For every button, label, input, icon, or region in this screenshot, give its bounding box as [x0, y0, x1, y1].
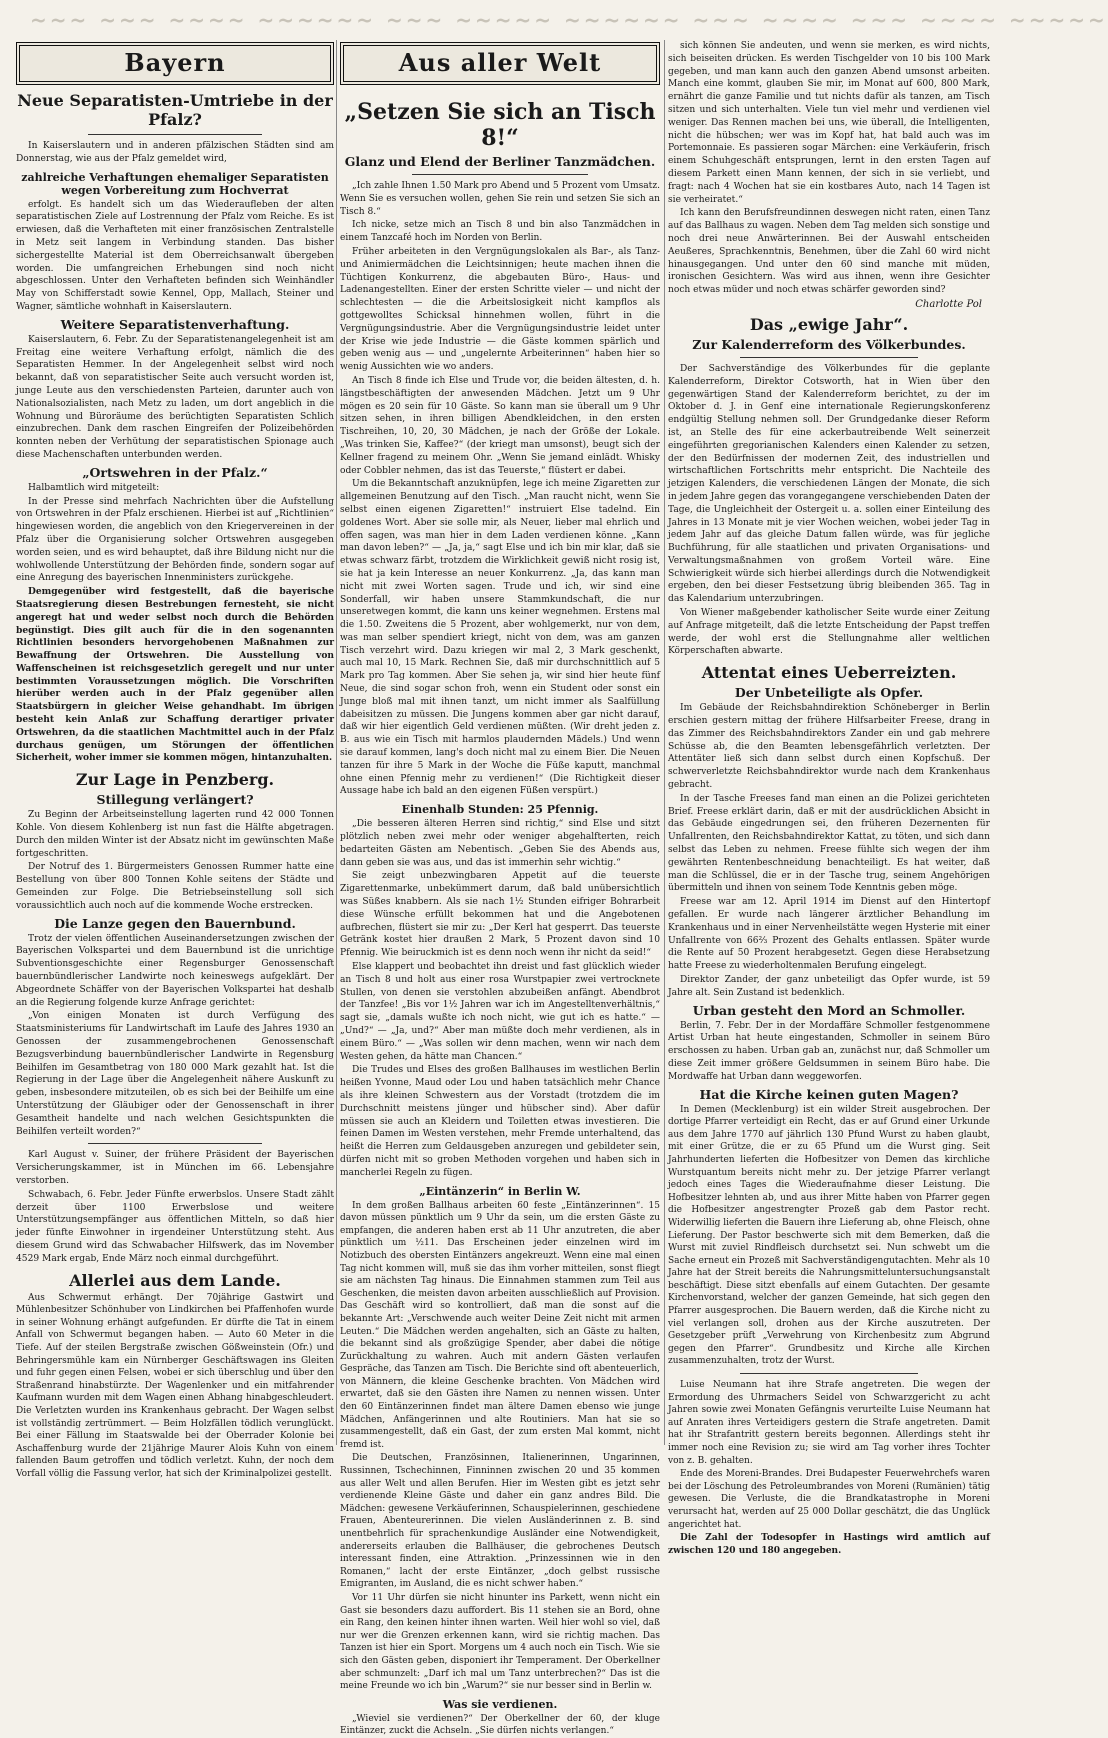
- divider: [88, 134, 263, 135]
- article-headline: Urban gesteht den Mord an Schmoller.: [692, 1002, 966, 1018]
- article-headline: Zur Lage in Penzberg.: [75, 770, 275, 790]
- paragraph: In der Presse sind mehrfach Nachrichten über die Aufstellung von Ortswehren in der Pfalz erschienen. Hierbei ist auf „Richtlinien“ hingewiesen worden, die angeblich von den Kriegervereinen in der Pfalz über die Organisierung solcher Ortswehren ausgegeben worden seien, und es wird behauptet, daß ihre Bildung nicht nur die wohlwollende Unterstützung der Behörden finde, sondern sogar auf eine Anregung des bayerischen Innenministers zurückgehe.: [16, 496, 334, 584]
- paragraph: Direktor Zander, der ganz unbeteiligt das Opfer wurde, ist 59 Jahre alt. Sein Zustand ist bedenklich.: [668, 975, 990, 998]
- section-subheading: Was sie verdienen.: [442, 1697, 558, 1711]
- paragraph: Schwabach, 6. Febr. Jeder Fünfte erwerbslos. Unsere Stadt zählt derzeit über 1100 Erwerbslose und weitere Unterstützungsempfänger aus öffentlichen Mitteln, so daß hier jeder fünfte Einwohner in irgendeiner Unterstützung steht. Aus diesem Grund wird das Schwabacher Hilfswerk, das im November 4529 Mark ergab, Ende März noch einmal durchgeführt.: [16, 1189, 334, 1264]
- column-aus-aller-welt: [340, 40, 660, 1737]
- paragraph: Zu Beginn der Arbeitseinstellung lagerten rund 42 000 Tonnen Kohle. Von diesem Kohlenberg ist nun fast die Hälfte abgetragen. Durch den milden Winter ist der Absatz nicht im gewünschten Maße fortgeschritten.: [16, 810, 334, 859]
- paragraph: Karl August v. Suiner, der frühere Präsident der Bayerischen Versicherungskammer, ist in München im 66. Lebensjahre verstorben.: [16, 1150, 334, 1186]
- author-signature: Charlotte Pol: [915, 298, 982, 310]
- paragraph: „Von einigen Monaten ist durch Verfügung des Staatsministeriums für Landwirtschaft im Laufe des Jahres 1930 an Genossen der zusammengebrochenen Genossenschaft Bezugsverbindung bauernbündlerischer Landwirte in Regensburg Beihilfen im Gesamtbetrag von 180 000 Mark gezahlt hat. Ist die Regierung in der Lage über die Angelegenheit nähere Auskunft zu geben, insbesondere mitzuteilen, ob es sich bei der Beihilfe um eine Unterstützung der Gläubiger oder der Genossenschaft in ihrer Gesamtheit handelte und nach welchen Gesichtspunkten die Beihilfen verteilt worden?“: [16, 1011, 334, 1137]
- paragraph: „Die besseren älteren Herren sind richtig,“ sind Else und sitzt plötzlich neben zwei mehr oder weniger abgehalfterten, reich bedarteiten Gästen am Nebentisch. „Geben Sie des Abends aus, dann geben sie was aus, und das ist immerhin sehr wichtig.“: [340, 819, 660, 868]
- column-rule: [336, 40, 337, 1445]
- paragraph: „Wieviel sie verdienen?“ Der Oberkellner der 60, der kluge Eintänzer, zuckt die Achseln. „Sie dürfen nichts verlangen.“: [340, 1713, 660, 1737]
- article-headline: Das „ewige Jahr“.: [749, 314, 909, 334]
- column-bayern: [16, 40, 334, 1479]
- article-headline: Attentat eines Ueberreizten.: [701, 663, 957, 683]
- article-headline: Die Lanze gegen den Bauernbund.: [54, 915, 296, 931]
- divider: [412, 174, 588, 175]
- paragraph: sich können Sie andeuten, und wenn sie merken, es wird nichts, sich beiseiten drücken. Es werden Tischgelder von 10 bis 100 Mark gegeben, und man kann auch den ganzen Abend umsonst arbeiten. Manch eine kommt, glauben Sie mir, im Monat auf 600, 800 Mark, ernährt die ganze Familie und tut nichts dafür als tanzen, am Tisch sitzen und sich unterhalten. Viele tun viel mehr und verdienen viel weniger. Das Rennen machen bei uns, wie überall, die Intelligenten, nicht die hübschen; wer was im Kopf hat, hat bald auch was im Portemonnaie. Es passieren sogar Märchen: eine Verkäuferin, frisch einem Schuhgeschäft entsprungen, lernt in den ersten Tagen auf diesem Parkett einen Mann kennen, der sich in sie verliebt, und fragt: nach 4 Wochen hat sie ein kostbares Auto, nach 14 Tagen ist sie verheiratet.“: [668, 41, 990, 205]
- paragraph: Ich nicke, setze mich an Tisch 8 und bin also Tanzmädchen in einem Tanzcafé hoch im Norden von Berlin.: [340, 220, 660, 244]
- subheadline: Glanz und Elend der Berliner Tanzmädchen.: [344, 154, 656, 169]
- article-headline: Allerlei aus dem Lande.: [69, 1270, 281, 1290]
- column-rule: [664, 40, 665, 1445]
- paragraph: Die Zahl der Todesopfer in Hastings wird amtlich auf zwischen 120 und 180 angegeben.: [668, 1533, 990, 1556]
- article-headline: Hat die Kirche keinen guten Magen?: [699, 1086, 959, 1102]
- paragraph: An Tisch 8 finde ich Else und Trude vor, die beiden ältesten, d. h. längstbeschäftigten der anwesenden Mädchen. Jetzt um 9 Uhr mögen es 20 sein für 10 Gäste. So kann man sie überall um 9 Uhr sitzen sehen, in ihren billigen Abendkleidchen, in den ersten Tischreihen, 10, 20, 30 Mädchen, je nach der Größe der Lokale. „Was trinken Sie, Kaffee?“ (der kriegt man umsonst), beugt sich der Kellner fragend zu meinem Ohr. „Wenn Sie jemand einlädt. Whisky oder Cobbler nehmen, das ist das Teuerste,“ flüstert er dabei.: [340, 375, 660, 476]
- paragraph: Halbamtlich wird mitgeteilt:: [28, 482, 160, 493]
- section-masthead: Bayern: [16, 42, 334, 85]
- article-headline: Weitere Separatistenverhaftung.: [60, 316, 290, 332]
- paragraph: Berlin, 7. Febr. Der in der Mordaffäre Schmoller festgenommene Artist Urban hat heute eingestanden, Schmoller in seinem Büro erschossen zu haben. Urban gab an, zunächst nur, daß Schmoller um diese Zeit immer größere Geldsummen in seinem Büro habe. Die Mordwaffe hat Urban dann weggeworfen.: [668, 1020, 990, 1082]
- subheadline: Der Unbeteiligte als Opfer.: [734, 685, 924, 701]
- paragraph: Else klappert und beobachtet ihn dreist und fast glücklich wieder an Tisch 8 und holt aus einer rosa Wurstpapier zwei vertrocknete Stullen, von denen sie verstohlen abzubeißen anfängt. Abendbrot der Tanzfee! „Bis vor 1½ Jahren war ich im Angestelltenverhältnis,“ sagt sie, „damals wußte ich noch nicht, wie gut ich es hatte.“ — „Und?“ — „Ja, und?“ Aber man müßte doch mehr verdienen, als in einem Büro.“ — „Was sollen wir denn machen, wenn wir nach dem Westen gehen, da hätte man Chancen.“: [340, 962, 660, 1062]
- cropped-header-strip: ~~~ ~~~ ~~~~ ~~~~~~ ~~~ ~~~~~ ~~~~~~ ~~~ ~~~~ ~~~ ~~~~ ~~~~~: [30, 8, 1108, 32]
- subheadline: Zur Kalenderreform des Völkerbundes.: [692, 336, 966, 352]
- section-subheading: Einenhalb Stunden: 25 Pfennig.: [401, 803, 599, 817]
- paragraph: erfolgt. Es handelt sich um das Wiederaufleben der alten separatistischen Ziele auf Lostrennung der Pfalz vom Reiche. Es ist erwiesen, daß die Verhafteten mit einer französischen Zentralstelle in Metz seit langem in Verbindung standen. Das bisher sichergestellte Material ist dem Oberreichsanwalt übergeben worden. Die umfangreichen Erhebungen sind noch nicht abgeschlossen. Unter den Verhafteten befinden sich Weinhändler May von Schifferstadt sowie Kennel, Opp, Mallach, Steiner und Wagner, sämtliche wohnhaft in Kaiserslautern.: [16, 199, 334, 312]
- section-subheading: „Eintänzerin“ in Berlin W.: [419, 1184, 581, 1198]
- divider: [88, 1143, 263, 1144]
- paragraph: Der Sachverständige des Völkerbundes für die geplante Kalenderreform, Direktor Cotsworth, hat in Wien über den gegenwärtigen Stand der Kalenderreform berichtet, zu der im Oktober d. J. in Genf eine internationale Regierungskonferenz endgültig Stellung nehmen soll. Der Grundgedanke dieser Reform ist, an Stelle des für eine ackerbautreibende Welt seinerzeit eingeführten gregorianischen Kalenders einen Kalender zu setzen, der den Bedürfnissen der modernen Zeit, des industriellen und wirtschaftlichen Fortschritts mehr entspricht. Die Nachteile des jetzigen Kalenders, die verschiedenen Längen der Monate, die sich in jedem Jahre gegen das vorangegangene verschiebenden Daten der Tage, die Ungleichheit der Ostergeit u. a. sollen einer Einteilung des Jahres in 13 Monate mit je vier Wochen weichen, wobei jeder Tag in jedem Jahr auf das gleiche Datum fallen würde, was für jegliche Buchführung, für alle staatlichen und privaten Organisations- und Verwaltungsmaßnahmen von großem Vorteil wäre. Eine Schwierigkeit würde sich hierbei allerdings durch die Notwendigkeit ergeben, den bei dieser Festsetzung übrig bleibenden 365. Tag in das Kalendarium unterzubringen.: [668, 363, 990, 605]
- paragraph: Sie zeigt unbezwingbaren Appetit auf die teuerste Zigarettenmarke, unbekümmert darum, daß bald unübersichtlich was Süßes knabbern. Als sie nach 1½ Stunden eifriger Bohrarbeit diese Wünsche erfüllt bekommen hat und die Angebotenen aufbrechen, flüstert sie mir zu: „Der Kerl hat gesperrt. Das teuerste Getränk kostet hier draußen 2 Mark, 5 Prozent davon sind 10 Pfennig. Wie beiruckmich ist es denn noch wenn ihr nicht da seid!“: [340, 871, 660, 959]
- paragraph: Freese war am 12. April 1914 im Dienst auf den Hintertopf gefallen. Er wurde nach längerer ärztlicher Behandlung im Krankenhaus und in einer Nervenheilstätte wegen Hysterie mit einer Unfallrente von 66⅔ Prozent des Gehalts entlassen. Später wurde die Rente auf 50 Prozent herabgesetzt. Gegen diese Herabsetzung hatte Freese zu wiederholtenmalen Berufung eingelegt.: [668, 897, 990, 972]
- divider: [740, 357, 917, 358]
- paragraph: In Demen (Mecklenburg) ist ein wilder Streit ausgebrochen. Der dortige Pfarrer verteidigt ein Recht, das er auf Grund einer Urkunde aus dem Jahre 1770 auf jährlich 130 Pfund Wurst zu haben glaubt, mit einer Grütze, die er zu 65 Pfund um die Wurst ging. Seit Jahrhunderten lieferten die Hofbesitzer von Demen das kirchliche Wurstquantum bereits nicht mehr zu. Der jetzige Pfarrer verlangt jedoch eines Tages die Wiederaufnahme dieser Leistung. Die Hofbesitzer lehnten ab, und aus ihrer Mitte haben von Pfarrer gegen die Hofbesitzer angestrengter Prozeß gab dem Pastor recht. Widerwillig lieferten die Bauern ihre Lieferung ab, ohne Fleisch, ohne Lieferung. Der Pastor beschwerte sich mit dem Bemerken, daß die Wurst mit zuviel Rindfleisch durchsetzt sei. Nun schwebt um die Sache erneut ein Prozeß mit Sachverständigengutachten. Mehr als 10 Jahre hat der Streit bereits die Nahrungsmitteluntersuchungsanstalt beschäftigt. Diese sitzt ebenfalls auf einem Gutachten. Der gesamte Kirchenvorstand, welcher der ganzen Gemeinde, hat sich gegen den Pfarrer ausgesprochen. Die Bauern werden, daß die Kirche nicht zu viel verlangen soll, drohen aus der Kirche auszutreten. Der Gesetzgeber prüft „Verwehrung von Kirchenbesitz zum Abgrund gegen den Pfarrer“. Grundbesitz und Kirche alle Kirchen zusammenzuhalten, trotz der Wurst.: [668, 1104, 990, 1367]
- paragraph: Früher arbeiteten in den Vergnügungslokalen als Bar-, als Tanz- und Animiermädchen die Leichtsinnigen; heute machen ihnen die Tüchtigen Konkurrenz, die abgebauten Büro-, Haus- und Ladenangestellten. Einer der ersten Schritte vieler — und nicht der schlechtesten — die die Arbeitslosigkeit nicht kampflos als gottgewolltes Schicksal hinnehmen wollen, führt in die Vergnügungsindustrie. Aber die Vergnügungsindustrie leidet unter der Krise wie jede Industrie — die Gäste kommen spärlich und geben wenig aus — und „ungelernte Arbeiterinnen“ haben hier so wenig Aussichten wie wo anders.: [340, 246, 660, 373]
- paragraph: In der Tasche Freeses fand man einen an die Polizei gerichteten Brief. Freese erklärt darin, daß er mit der ausdrücklichen Absicht in das Gebäude eingedrungen sei, den früheren Dezernenten für Unfallrenten, den Reichsbahndirektor Kattat, zu töten, und sich dann selbst das Leben zu nehmen. Freese fühlte sich wegen der ihm gewährten Rentenbeschneidung benachteiligt. Es hat weiter, daß man die Schlüssel, die er in der Tasche trug, seinem Angehörigen übermitteln und ihnen von seinem Tode Kenntnis geben möge.: [668, 793, 990, 894]
- paragraph: Demgegenüber wird festgestellt, daß die bayerische Staatsregierung diesen Bestrebungen fernesteht, sie nicht angeregt hat und weder selbst noch durch die Behörden begünstigt. Dies gilt auch für die in den sogenannten Richtlinien besonders hervorgehobenen Maßnahmen zur Bewaffnung der Ortswehren. Die Ausstellung von Waffenscheinen ist reichsgesetzlich geregelt und nur unter bestimmten Voraussetzungen möglich. Die Vorschriften hierüber werden auch in der Pfalz gegenüber allen Staatsbürgern in gleicher Weise gehandhabt. Im übrigen besteht kein Anlaß zur Schaffung derartiger privater Ortswehren, da die staatlichen Machtmittel auch in der Pfalz durchaus genügen, um Störungen der öffentlichen Sicherheit, woher immer sie kommen mögen, hintanzuhalten.: [16, 586, 334, 764]
- paragraph: Aus Schwermut erhängt. Der 70jährige Gastwirt und Mühlenbesitzer Schönhuber von Lindkirchen bei Pfaffenhofen wurde in seiner Wohnung erhängt aufgefunden. Er dürfte die Tat in einem Anfall von Schwermut begangen haben. — Auto 60 Meter in die Tiefe. Auf der steilen Bergstraße zwischen Gößweinstein (Ofr.) und Behringersmühle kam ein Nürnberger Geschäftswagen ins Gleiten und fuhr gegen einen Felsen, wobei er sich überschlug und über den Straßenrand hinabstürzte. Der Wagenlenker und ein mitfahrender Kaufmann wurden mit dem Wagen einen Abhang hinabgeschleudert. Die Verletzten wurden ins Krankenhaus gebracht. Der Wagen selbst ist vollständig zertrümmert. — Beim Holzfällen tödlich verunglückt. Bei einer Fällung im Staatswalde bei der Oberrader Kolonie bei Aschaffenburg wurde der 21jährige Maurer Alois Kuhn von einem fallenden Baum getroffen und tödlich verletzt. Kuhn, der noch dem Vorfall völlig die Fassung verlor, hat sich der Kriminalpolizei gestellt.: [16, 1292, 334, 1479]
- paragraph: Die Trudes und Elses des großen Ballhauses im westlichen Berlin heißen Yvonne, Maud oder Lou und haben tatsächlich mehr Chance als ihre kleinen Schwestern aus der Vorstadt (trotzdem die im Durchschnitt meistens jünger und hübscher sind). Aber dafür müssen sie auch an Kleidern und Toiletten etwas investieren. Die feinen Damen im Westen verstehen, mehr Fremde unterhaltend, das heißt die Herren zum Geldausgeben anzuregen und gebildeter sein, dürfen nicht mit so groben Methoden vorgehen und haben sich in mancherlei Regeln zu fügen.: [340, 1065, 660, 1178]
- paragraph: Vor 11 Uhr dürfen sie nicht hinunter ins Parkett, wenn nicht ein Gast sie besonders dazu auffordert. Bis 11 stehen sie an Bord, ohne ein Rang, den keinen hinter ihnen warten. Weil hier wohl so viel, daß nur wer die Grenzen erkennen kann, wird sie richtig machen. Das Tanzen ist hier ein Sport. Morgens um 4 auch noch ein Tisch. Wie sie sich den Gästen geben, disponiert ihr Temperament. Der Oberkellner aber schmunzelt: „Darf ich mal um Tanz unterbrechen?“ Das ist die meine Freunde wo ich bin „Warum?“ sie nur besser sind in Berlin w.: [340, 1592, 660, 1692]
- paragraph: Kaiserslautern, 6. Febr. Zu der Separatistenangelegenheit ist am Freitag eine weitere Verhaftung erfolgt, nämlich die des Separatisten Hemmer. In der Angelegenheit selbst wird noch bekannt, daß von separatistischer Seite auch versucht worden ist, junge Leute aus den verschiedensten Parteien, darunter auch von Nationalsozialisten, nach Metz zu laden, um dort angeblich in die Wohnung und Büroräume des berüchtigten Separatisten Schlich einzubrechen. Dank dem raschen Eingreifen der Polizeibehörden konnten neben der Verhütung der separatistischen Spionage auch diese Machenschaften unterbunden werden.: [16, 334, 334, 460]
- section-masthead: Aus aller Welt: [340, 42, 660, 85]
- paragraph: „Ich zahle Ihnen 1.50 Mark pro Abend und 5 Prozent vom Umsatz. Wenn Sie es versuchen wollen, gehen Sie rein und setzen Sie sich an Tisch 8.“: [340, 181, 660, 217]
- paragraph: In Kaiserslautern und in anderen pfälzischen Städten sind am Donnerstag, wie aus der Pfalz gemeldet wird,: [16, 141, 334, 164]
- subheadline: zahlreiche Verhaftungen ehemaliger Separatisten wegen Vorbereitung zum Hochverrat: [21, 170, 329, 197]
- paragraph: Trotz der vielen öffentlichen Auseinandersetzungen zwischen der Bayerischen Volkspartei und dem Bauernbund ist die unrichtige Subventionsgeschichte einer Regensburger Genossenschaft bauernbündlerischer Landwirte noch keineswegs aufgeklärt. Der Abgeordnete Schäffer von der Bayerischen Volkspartei hat deshalb an die Regierung folgende kurze Anfrage gerichtet:: [16, 933, 334, 1008]
- paragraph: Um die Bekanntschaft anzuknüpfen, lege ich meine Zigaretten zur allgemeinen Benutzung auf den Tisch. „Man raucht nicht, wenn Sie selbst einen eigenen Zigaretten!“ instruiert Else tadelnd. Ein goldenes Wort. Aber sie solle mir, als Neuer, lieber mal ehrlich und offen sagen, was man hier in dem Laden verdienen könne. „Kann man davon leben?“ — „Ja, ja,“ sagt Else und ich bin mir klar, daß sie etwas schwarz färbt, trotzdem die Wirklichkeit gewiß nicht rosig ist, sie hat ja kein Interesse an neuer Konkurrenz. „Ja, das kann man nicht mit zwei Worten sagen. Trude und ich, wir sind eine Sonderfall, wir haben unsere Stammkundschaft, die nur unseretwegen kommt, die kann uns keiner wegnehmen. Erstens mal die 1.50. Zweitens die 5 Prozent, aber wohlgemerkt, nur von dem, was man selber spendiert kriegt, nicht von dem, was am ganzen Tisch verzehrt wird. Dazu kriegen wir mal 2, 3 Mark geschenkt, auch mal 10, 15 Mark. Rechnen Sie, daß mir durchschnittlich auf 5 Mark pro Tag kommen. Aber Sie sehen ja, wir sind hier heute fünf Neue, die sind sogar schon froh, wenn ein Student oder sonst ein Junge bloß mal mit ihnen tanzt, um nicht immer als Saalfüllung dabeisitzen zu müssen. Die Jungens kommen aber gar nicht darauf, daß wir hier eigentlich Geld verdienen müßten. (Wir dreht jeden z. B. aus wie ein Tisch mit harmlos plaudernden Mädels.) Und wenn sie darauf kommen, lang's doch nicht mal zu einem Bier. Die Neuen tanzen für ihre 5 Mark in der Woche die Füße kaputt, manchmal ohne einen Pfennig mehr zu verdienen!“ (Die Richtigkeit dieser Aussage habe ich bald an den eigenen Füßen verspürt.): [340, 479, 660, 797]
- article-headline: „Ortswehren in der Pfalz.“: [82, 464, 268, 480]
- paragraph: Der Notruf des 1. Bürgermeisters Genossen Rummer hatte eine Bestellung von über 800 Tonnen Kohle seitens der Städte und Gemeinden zur Folge. Die Betriebseinstellung soll sich voraussichtlich auch noch auf die kommende Woche erstrecken.: [16, 862, 334, 911]
- paragraph: In dem großen Ballhaus arbeiten 60 feste „Eintänzerinnen“. 15 davon müssen pünktlich um 9 Uhr da sein, um die ersten Gäste zu empfangen, die anderen haben erst ab 11 Uhr anzutreten, die aber pünktlich um ½11. Das Erscheinen jeder einzelnen wird im Notizbuch des obersten Eintänzers angekreuzt. Wenn eine mal einen Tag nicht kommen will, muß sie das ihm vorher mitteilen, sonst fliegt sie am nächsten Tag hinaus. Die Einnahmen stammen zum Teil aus Geschenken, die meisten davon arbeiten ausschließlich auf Provision. Das Geschäft wird so kontrolliert, daß man die sonst auf die bekannte Art: „Verschwende auch weiter Deine Zeit nicht mit armen Leuten.“ Die Mädchen werden angehalten, sich an Gäste zu halten, die bekannt sind als großzügige Spender, aber dabei die nötige Zurückhaltung zu wahren. Auch mit andern Gästen verlaufen Gespräche, das Tanzen am Tisch. Die Berichte sind oft abenteuerlich, von Männern, die kleine Geschenke brachten. Von Mädchen wird erwartet, daß sie den Gästen ihre Namen zu nennen wissen. Unter den 60 Eintänzerinnen findet man ältere Damen ebenso wie junge Mädchen, Anfängerinnen und alte Routiniers. Man hat sie so zusammengestellt, daß ein Gast, der zum ersten Mal kommt, nicht fremd ist.: [340, 1200, 660, 1450]
- paragraph: Ich kann den Berufsfreundinnen deswegen nicht raten, einen Tanz auf das Ballhaus zu wagen. Neben dem Tag melden sich sonstige und noch drei neue Anwärterinnen. Bei der Auswahl entscheiden Aeußeres, Sprachkenntnis, Benehmen, über die Zahl 60 wird nicht hinausgegangen. Und unter den 60 sind manche mit müden, ironischen Gesichtern. Was wird aus ihnen, wenn ihre Gesichter noch etwas müder und noch etwas schärfer geworden sind?: [668, 208, 990, 296]
- subheadline: Stillegung verlängert?: [96, 792, 254, 808]
- article-headline: „Setzen Sie sich an Tisch 8!“: [344, 99, 656, 151]
- paragraph: Von Wiener maßgebender katholischer Seite wurde einer Zeitung auf Anfrage mitgeteilt, daß die letzte Entscheidung der Papst treffen werde, der wohl erst die Stellungnahme aller weltlichen Körperschaften abwarte.: [668, 608, 990, 657]
- column-right: [668, 40, 990, 1556]
- paragraph: Ende des Moreni-Brandes. Drei Budapester Feuerwehrchefs waren bei der Löschung des Petroleumbrandes von Moreni (Rumänien) tätig gewesen. Die Verluste, die die Brandkatastrophe in Moreni verursacht hat, werden auf 25 000 Dollar geschätzt, die das Unglück angerichtet hat.: [668, 1469, 990, 1530]
- divider: [740, 1373, 917, 1374]
- paragraph: Die Deutschen, Französinnen, Italienerinnen, Ungarinnen, Russinnen, Tschechinnen, Finninnen zwischen 20 und 35 kommen aus aller Welt und allen Berufen. Hier im Westen gibt es jetzt sehr verdienende Kleine Gäste und daher ein ganz andres Bild. Die Mädchen: gewesene Verkäuferinnen, Schauspielerinnen, geschiedene Frauen, Abenteurerinnen. Die vielen Ausländerinnen z. B. sind unentbehrlich für sprachenkundige Ausländer eine Notwendigkeit, andererseits erlauben die Ballhäuser, die gebrochenes Deutsch interessant finden, eine Attraktion. „Prinzessinnen wie in den Romanen,“ lacht der erste Eintänzer, „doch gelbst russische Emigranten, im Ausland, die es nicht schwer haben.“: [340, 1453, 660, 1590]
- paragraph: Im Gebäude der Reichsbahndirektion Schöneberger in Berlin erschien gestern mittag der frühere Hilfsarbeiter Freese, drang in das Zimmer des Reichsbahndirektors Zander ein und gab mehrere Schüsse ab, die den Beamten lebensgefährlich verletzten. Der Attentäter ließ sich dann selbst durch einen Kopfschuß. Der schwerverletzte Reichsbahndirektor wurde nach dem Krankenhaus gebracht.: [668, 703, 990, 791]
- article-headline: Neue Separatisten-Umtriebe in der Pfalz?: [17, 91, 333, 129]
- paragraph: Luise Neumann hat ihre Strafe angetreten. Die wegen der Ermordung des Uhrmachers Seidel von Schwarzgericht zu acht Jahren sowie zwei Monaten Gefängnis verurteilte Luise Neumann hat auf Anraten ihres Verteidigers gestern die Strafe angetreten. Damit hat ihr Strafantritt gestern bereits begonnen. Allerdings steht ihr immer noch eine Revision zu; sie wird am Tag vorher ihres Tochter von z. B. gehalten.: [668, 1380, 990, 1466]
